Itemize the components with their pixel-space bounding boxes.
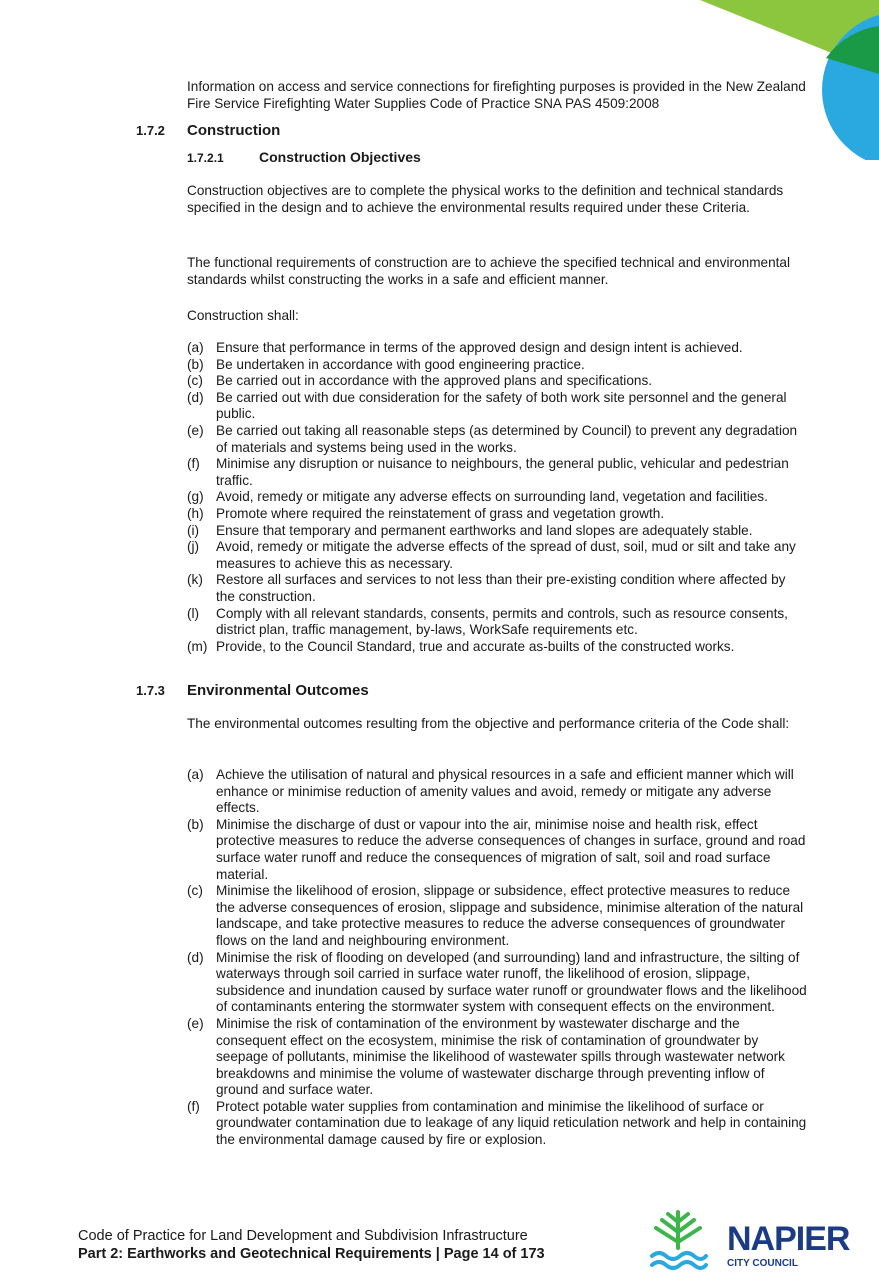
section-heading-1-7-3	[136, 682, 369, 699]
list-item: (e) Be carried out taking all reasonable steps (as determined by Council) to prevent any degradation of materials and systems being used in the works.	[187, 422, 798, 455]
napier-logo	[727, 1222, 849, 1270]
list-item: (h) Promote where required the reinstatement of grass and vegetation growth.	[187, 505, 665, 521]
list-item: (f) Protect potable water supplies from contamination and minimise the likelihood of surface or groundwater contamination due to leakage of any liquid reticulation network and help in containing the environmental damage caused by fire or explosion.	[187, 1098, 807, 1148]
footer-part-and-page: Part 2: Earthworks and Geotechnical Requirements | Page 14 of 173	[78, 1246, 545, 1262]
list-item: (d) Minimise the risk of flooding on developed (and surrounding) land and infrastructure, the silting of waterways through soil carried in surface water runoff, the likelihood of erosion, slippage, subsidence and inundation caused by surface water runoff or groundwater flows and the likelihood of contaminants entering the stormwater system with consequent effects on the environment.	[187, 949, 807, 1015]
construction-list	[187, 340, 807, 655]
list-item: (l) Comply with all relevant standards, consents, permits and controls, such as resource consents, district plan, traffic management, by-laws, WorkSafe requirements etc.	[187, 605, 788, 638]
section-title: Construction	[187, 122, 281, 139]
environmental-paragraph: The environmental outcomes resulting from the objective and performance criteria of the Code shall:	[187, 716, 790, 731]
section-number: 1.7.2	[136, 123, 165, 138]
list-item: (a) Achieve the utilisation of natural and physical resources in a safe and efficient manner which will enhance or minimise reduction of amenity values and avoid, remedy or mitigate any adverse effects.	[187, 767, 794, 816]
list-item: (i) Ensure that temporary and permanent earthworks and land slopes are adequately stable.	[187, 522, 753, 538]
subsection-title: Construction Objectives	[259, 149, 421, 165]
page-footer	[78, 1227, 545, 1263]
intro-paragraph: Information on access and service connections for firefighting purposes is provided in the New Zealand Fire Service Firefighting Water Supplies Code of Practice SNA PAS 4509:2008	[187, 79, 806, 111]
section-title: Environmental Outcomes	[187, 682, 369, 699]
logo-subtitle: CITY COUNCIL	[727, 1258, 798, 1269]
environmental-list	[187, 767, 807, 1149]
list-item: (j) Avoid, remedy or mitigate the adverse effects of the spread of dust, soil, mud or silt and take any measures to achieve this as necessary.	[187, 539, 796, 571]
construction-paragraph-3: Construction shall:	[187, 308, 299, 323]
list-item: (c) Be carried out in accordance with the approved plans and specifications.	[187, 373, 653, 389]
list-item: (f) Minimise any disruption or nuisance to neighbours, the general public, vehicular and pedestrian traffic.	[187, 456, 789, 488]
list-item: (m) Provide, to the Council Standard, true and accurate as-builts of the constructed works.	[187, 638, 735, 654]
construction-paragraph-2: The functional requirements of construction are to achieve the specified technical and environmental standards whilst constructing the works in a safe and efficient manner.	[187, 255, 791, 287]
subsection-heading-1-7-2-1	[187, 149, 421, 165]
list-item: (e) Minimise the risk of contamination of the environment by wastewater discharge and the consequent effect on the ecosystem, minimise the risk of contamination of groundwater by seepage of pollutants, minimise the likelihood of wastewater spills through wastewater network breakdowns and minimise the volume of wastewater discharge through preventing inflow of ground and surface water.	[187, 1015, 785, 1098]
section-number: 1.7.3	[136, 683, 165, 698]
list-item: (d) Be carried out with due consideration for the safety of both work site personnel and the general public.	[187, 389, 787, 422]
section-heading-1-7-2	[136, 122, 280, 139]
subsection-number: 1.7.2.1	[187, 151, 224, 165]
logo-name: NAPIER	[727, 1220, 850, 1258]
list-item: (c) Minimise the likelihood of erosion, slippage or subsidence, effect protective measures to reduce the adverse consequences of erosion, slippage and subsidence, minimise alteration of the natural landscape, and take protective measures to reduce the adverse consequences of groundwater flows on the land and neighbouring environment.	[187, 883, 804, 948]
list-item: (g) Avoid, remedy or mitigate any adverse effects on surrounding land, vegetation and facilities.	[187, 489, 768, 505]
list-item: (b) Minimise the discharge of dust or vapour into the air, minimise noise and health risk, effect protective measures to reduce the adverse consequences of changes in surface, ground and road surface water runoff and reduce the consequences of migration of salt, soil and road surface material.	[187, 816, 806, 882]
list-item: (b) Be undertaken in accordance with good engineering practice.	[187, 356, 585, 372]
construction-paragraph-1: Construction objectives are to complete the physical works to the definition and technical standards specified in the design and to achieve the environmental results required under these Criteria.	[187, 183, 784, 215]
list-item: (a) Ensure that performance in terms of the approved design and design intent is achieved.	[187, 340, 743, 355]
list-item: (k) Restore all surfaces and services to not less than their pre-existing condition where affected by the construction.	[187, 572, 786, 604]
footer-document-title: Code of Practice for Land Development and Subdivision Infrastructure	[78, 1228, 528, 1244]
